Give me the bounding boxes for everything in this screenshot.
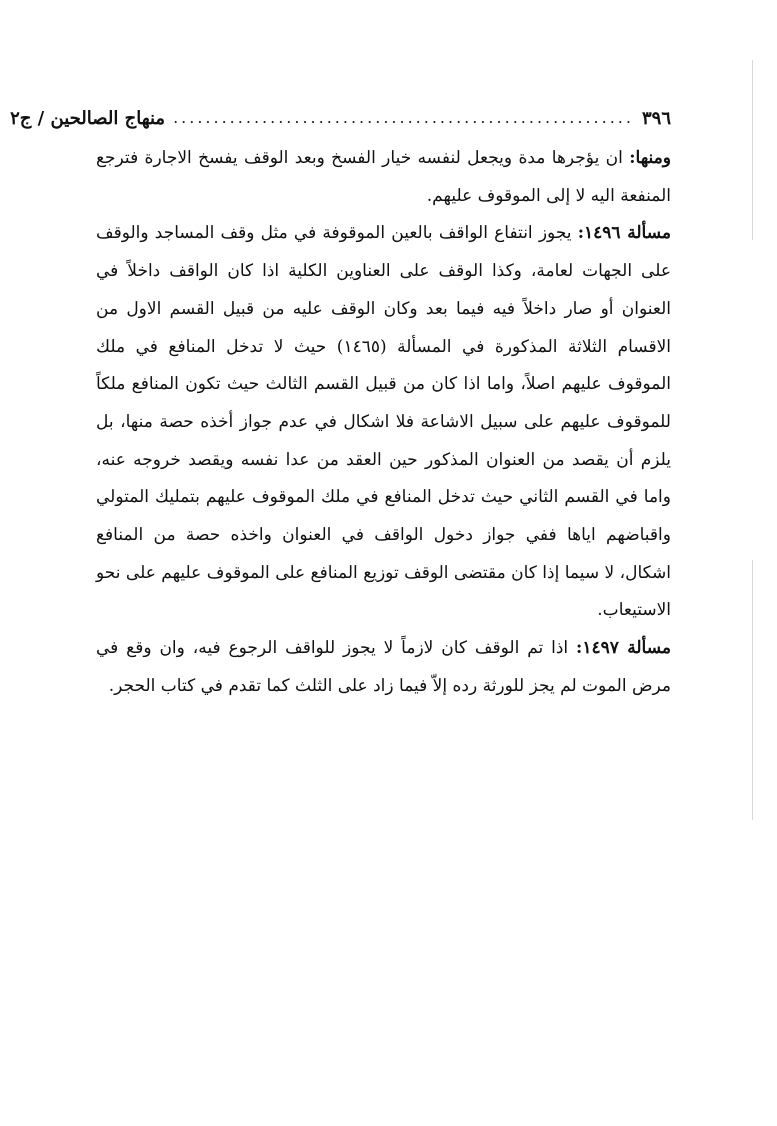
page-edge-mark <box>752 60 753 240</box>
book-title: منهاج الصالحين / ج٢ <box>10 107 166 129</box>
paragraph-text: ان يؤجرها مدة ويجعل لنفسه خيار الفسخ وبعد الوقف يفسخ الاجارة فترجع المنفعة اليه لا إلى الموقوف عليهم. <box>96 148 671 206</box>
paragraph-lead: مسألة ١٤٩٦: <box>577 223 671 244</box>
paragraph-2 <box>96 215 671 630</box>
paragraph-lead: مسألة ١٤٩٧: <box>576 638 671 659</box>
running-header <box>10 98 671 138</box>
dot-leader: ......................................................... <box>173 108 634 127</box>
paragraph-1 <box>96 140 671 215</box>
paragraph-text: اذا تم الوقف كان لازماً لا يجوز للواقف الرجوع فيه، وان وقع في مرض الموت لم يجز للورثة رده إلاّ فيما زاد على الثلث كما تقدم في كتاب الحجر. <box>96 638 671 696</box>
page-number: ٣٩٦ <box>641 107 671 129</box>
paragraph-lead: ومنها: <box>629 148 671 168</box>
paragraph-text: يجوز انتفاع الواقف بالعين الموقوفة في مثل وقف المساجد والوقف على الجهات لعامة، وكذا الوقف على العناوين الكلية اذا كان الواقف داخلاً في العنوان أو صار داخلاً فيه فيما بعد وكان الوقف عليه من قبيل القسم الاول من الاقسام الثلاثة المذكورة في المسألة (١٤٦٥) حيث لا تدخل المنافع في ملك الموقوف عليهم اصلاً، واما اذا كان من قبيل القسم الثالث حيث تكون المنافع ملكاً للموقوف عليهم على سبيل الاشاعة فلا اشكال في عدم جواز أخذه حصة منها، بل يلزم أن يقصد من العنوان المذكور حين العقد من عدا نفسه ويقصد خروجه عنه، واما في القسم الثاني حيث تدخل المنافع في ملك الموقوف عليهم بتمليك المتولي واقباضهم اياها ففي جواز دخول الواقف في العنوان واخذه حصة من المنافع اشكال، لا سيما إذا كان مقتضى الوقف توزيع المنافع على الموقوف عليهم على نحو الاستيعاب. <box>96 223 671 621</box>
text-body <box>96 140 671 706</box>
page-edge-mark <box>752 560 753 820</box>
paragraph-3 <box>96 630 671 705</box>
